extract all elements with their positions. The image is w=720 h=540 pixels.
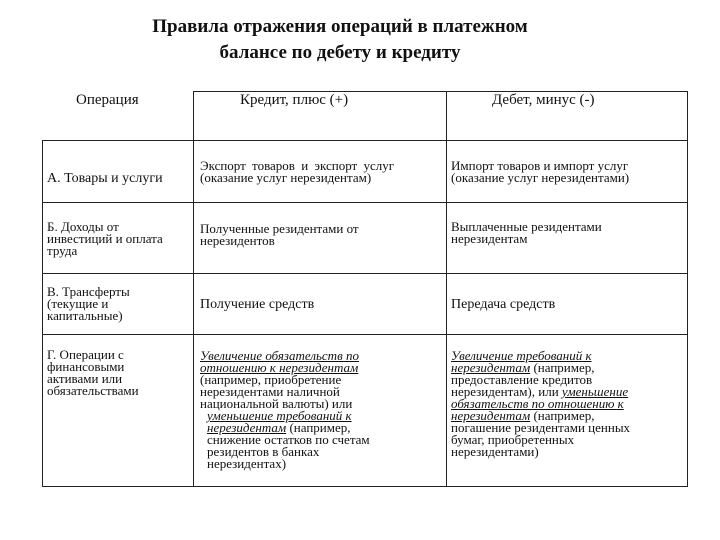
- header-credit: Кредит, плюс (+): [240, 92, 349, 108]
- cell-text: (например,: [286, 420, 351, 435]
- grid-hline-row3: [42, 334, 688, 335]
- cell-line: Экспорт товаров и экспорт услуг: [200, 158, 395, 173]
- cell-line: обязательствами: [47, 383, 139, 398]
- debit-cell: [451, 298, 555, 311]
- header-top-rule: [193, 91, 687, 92]
- credit-cell: [200, 350, 370, 470]
- cell-line: нерезидентам: [451, 231, 528, 246]
- cell-line: Импорт товаров и импорт услуг: [451, 158, 629, 173]
- grid-vline-left: [42, 140, 43, 487]
- cell-line: Полученные резидентами от: [200, 221, 359, 236]
- cell-line: (оказание услуг нерезидентам): [200, 170, 372, 185]
- cell-line: (например, приобретение: [200, 372, 342, 387]
- cell-line: нерезидентов: [200, 233, 275, 248]
- cell-line: инвестиций и оплата: [47, 231, 163, 246]
- cell-text-italic: нерезидентам: [207, 420, 287, 435]
- grid-hline-row2: [42, 273, 688, 274]
- cell-line: (текущие и: [47, 296, 109, 311]
- grid-vline-right: [687, 91, 688, 487]
- debit-cell: [451, 350, 630, 458]
- header-debit: Дебет, минус (-): [492, 92, 595, 108]
- cell-line: капитальные): [47, 308, 123, 323]
- cell-text-italic: нерезидентам: [451, 360, 531, 375]
- title-line-2: балансе по дебету и кредиту: [219, 42, 461, 63]
- operation-cell: [47, 286, 130, 322]
- credit-cell: [200, 160, 394, 184]
- cell-line: (оказание услуг нерезидентами): [451, 170, 630, 185]
- cell-line: нерезидентах): [207, 456, 287, 471]
- grid-hline-bottom: [42, 486, 688, 487]
- cell-line: Передача средств: [451, 297, 556, 312]
- debit-cell: [451, 160, 629, 184]
- cell-line: активами или: [47, 371, 123, 386]
- cell-line: Увеличение требований к: [451, 348, 592, 363]
- cell-line: обязательств по отношению к: [451, 396, 624, 411]
- grid-vline-1: [193, 91, 194, 487]
- cell-line: Увеличение обязательств по: [200, 348, 359, 363]
- title-line-1: Правила отражения операций в платежном: [152, 16, 528, 37]
- debit-cell: [451, 221, 602, 245]
- credit-cell: [200, 223, 359, 247]
- cell-line: А. Товары и услуги: [47, 171, 163, 186]
- cell-line: труда: [47, 243, 78, 258]
- operation-cell: [47, 172, 163, 185]
- cell-text-italic: уменьшение: [561, 384, 629, 399]
- cell-line: национальной валюты) или: [200, 396, 353, 411]
- grid-hline-row1: [42, 202, 688, 203]
- cell-line: Выплаченные резидентами: [451, 219, 602, 234]
- header-operation: Операция: [76, 92, 139, 108]
- cell-line: предоставление кредитов: [451, 372, 593, 387]
- grid-hline-header: [42, 140, 688, 141]
- cell-line: нерезидентами): [451, 444, 539, 459]
- cell-line: В. Трансферты: [47, 284, 130, 299]
- cell-text: нерезидентам), или: [451, 384, 562, 399]
- cell-line: уменьшение требований к: [207, 408, 352, 423]
- cell-line: снижение остатков по счетам: [207, 432, 370, 447]
- cell-line: погашение резидентами ценных: [451, 420, 631, 435]
- credit-cell: [200, 298, 314, 311]
- cell-line: Б. Доходы от: [47, 219, 119, 234]
- cell-line: отношению к нерезидентам: [200, 360, 359, 375]
- cell-text-italic: нерезидентам: [451, 408, 531, 423]
- cell-line: Получение средств: [200, 297, 315, 312]
- cell-line: финансовыми: [47, 359, 125, 374]
- grid-vline-2: [446, 91, 447, 487]
- cell-line: бумаг, приобретенных: [451, 432, 575, 447]
- operation-cell: [47, 349, 139, 397]
- page-title: [120, 14, 560, 66]
- cell-text: (например,: [530, 360, 595, 375]
- cell-text: (например,: [530, 408, 595, 423]
- cell-line: Г. Операции с: [47, 347, 124, 362]
- cell-line: нерезидентами наличной: [200, 384, 340, 399]
- cell-line: резидентов в банках: [207, 444, 320, 459]
- operation-cell: [47, 221, 163, 257]
